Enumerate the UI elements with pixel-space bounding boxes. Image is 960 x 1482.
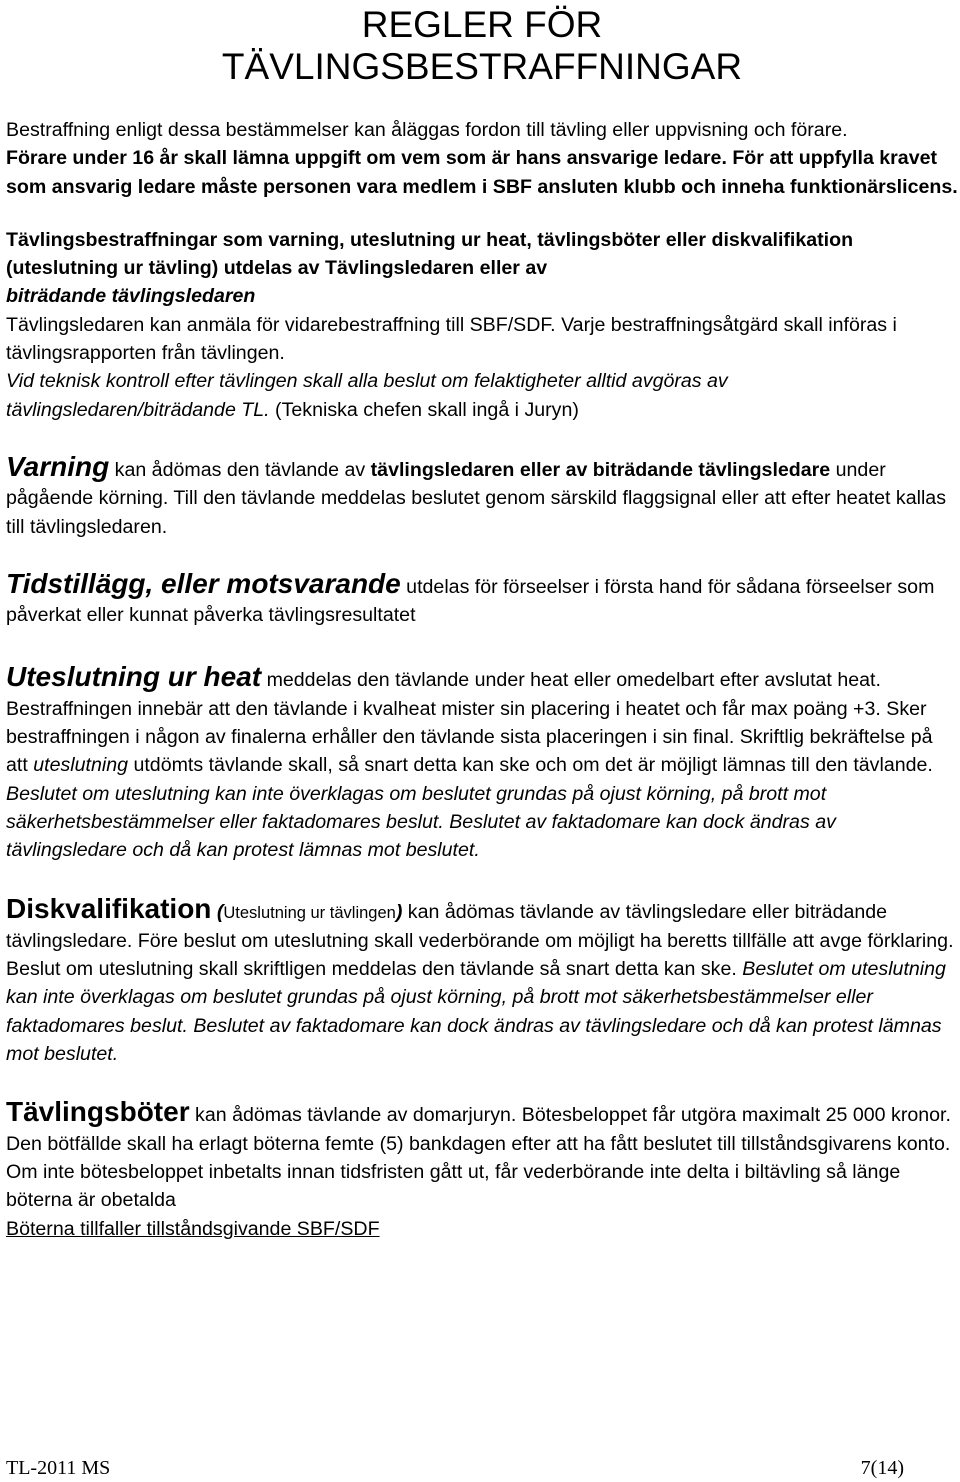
- document-body: [6, 116, 958, 1243]
- diskvalifikation-heading: Diskvalifikation: [6, 892, 212, 924]
- footer-page-number: 7(14): [860, 1457, 904, 1479]
- diskvalifikation-italic-text: Beslutet om uteslutning kan inte överklagas om beslutet grundas på ojust körning, på brott mot säkerhetsbestämmelser eller faktadomares beslut. Beslutet av faktadomare kan dock ändras av tävlingsledare och då kan protest lämnas mot beslutet.: [6, 958, 946, 1066]
- penalties-paragraph: [6, 226, 958, 424]
- footer-doc-id: TL-2011 MS: [6, 1457, 111, 1479]
- tidstillagg-text: utdelas för förseelser i första hand för sådana förseelser som påverkat eller kunnat påverka tävlingsresultatet: [6, 575, 935, 627]
- tavlingsboter-text: kan ådömas tävlande av domarjuryn. Bötesbeloppet får utgöra maximalt 25 000 kronor. Den bötfällde skall ha erlagt böterna femte (5) bankdagen efter att ha fått beslutet till tillståndsgivarens konto. Om inte bötesbeloppet inbetalts innan tidsfristen gått ut, får vederbörande inte delta i biltävling så länge böterna är obetalda: [6, 1104, 951, 1212]
- uteslutning-heading: Uteslutning ur heat: [6, 661, 262, 693]
- tavlingsboter-underline-text: Böterna tillfaller tillståndsgivande SBF/SDF: [6, 1217, 380, 1240]
- tavlingsboter-heading: Tävlingsböter: [6, 1096, 190, 1128]
- paren-open: (: [211, 900, 224, 923]
- intro-text: Bestraffning enligt dessa bestämmelser kan åläggas fordon till tävling eller uppvisning och förare.: [6, 119, 848, 141]
- tidstillagg-heading: Tidstillägg, eller motsvarande: [6, 567, 401, 599]
- penalties-paren-text: (Tekniska chefen skall ingå i Juryn): [269, 398, 579, 421]
- uteslutning-italic-word: uteslutning: [33, 754, 129, 777]
- intro-paragraph: [6, 116, 958, 201]
- varning-text-2: under pågående körning. Till den tävlande meddelas beslutet genom särskild flaggsignal eller att efter heatet kallas till tävlingsledaren.: [6, 458, 946, 538]
- diskvalifikation-text: kan ådömas tävlande av tävlingsledare eller biträdande tävlingsledare. Före beslut om uteslutning skall vederbörande om möjligt ha beretts tillfälle att avge förklaring. Beslut om uteslutning skall skriftligen meddelas den tävlande så snart detta kan ske.: [6, 900, 954, 981]
- varning-text-1: kan ådömas den tävlande av: [109, 458, 371, 481]
- penalties-italic-text: Vid teknisk kontroll efter tävlingen skall alla beslut om felaktigheter alltid avgöras av tävlingsledaren/biträdande TL.: [6, 370, 728, 421]
- tidstillagg-section: [6, 567, 958, 630]
- varning-heading: Varning: [6, 450, 110, 482]
- uteslutning-text-1: meddelas den tävlande under heat eller omedelbart efter avslutat heat. Bestraffningen innebär att den tävlande i kvalheat mister sin placering i heatet och får max poäng +3. Sker bestraffningen i någon av finalerna erhåller den tävlande sista placeringen i sin final. Skriftlig bekräftelse på att: [6, 669, 933, 777]
- title-line-1: REGLER FÖR: [361, 4, 603, 45]
- uteslutning-italic-text: Beslutet om uteslutning kan inte överklagas om beslutet grundas på ojust körning, på brott mot säkerhetsbestämmelser eller faktadomares beslut. Beslutet av faktadomare kan dock ändras av tävlingsledare och då kan protest lämnas mot beslutet.: [6, 782, 836, 862]
- penalties-bold-text: Tävlingsbestraffningar som varning, uteslutning ur heat, tävlingsböter eller diskvalifikation (uteslutning ur tävling) utdelas av Tävlingsledaren eller av: [6, 228, 854, 280]
- diskvalifikation-small: Uteslutning ur tävlingen: [223, 903, 396, 922]
- intro-bold-rule: Förare under 16 år skall lämna uppgift om vem som är hans ansvarige ledare. För att uppfylla kravet som ansvarig ledare måste personen vara medlem i SBF ansluten klubb och inneha funktionärslicens.: [6, 147, 958, 198]
- tavlingsboter-section: [6, 1098, 958, 1242]
- title-line-2: TÄVLINGSBESTRAFFNINGAR: [221, 46, 743, 87]
- penalties-text: Tävlingsledaren kan anmäla för vidarebestraffning till SBF/SDF. Varje bestraffningsåtgärd skall införas i tävlingsrapporten från tävlingen.: [6, 313, 897, 365]
- uteslutning-text-2: utdömts tävlande skall, så snart detta kan ske och om det är möjligt lämnas till den tävlande.: [128, 754, 933, 777]
- varning-bold: tävlingsledaren eller av biträdande tävlingsledare: [370, 458, 831, 481]
- uteslutning-section: [6, 663, 958, 864]
- varning-section: [6, 450, 958, 541]
- page-title: [0, 0, 960, 88]
- paren-close: ): [395, 900, 403, 923]
- diskvalifikation-section: [6, 892, 958, 1069]
- penalties-bold-italic: biträdande tävlingsledaren: [6, 285, 256, 308]
